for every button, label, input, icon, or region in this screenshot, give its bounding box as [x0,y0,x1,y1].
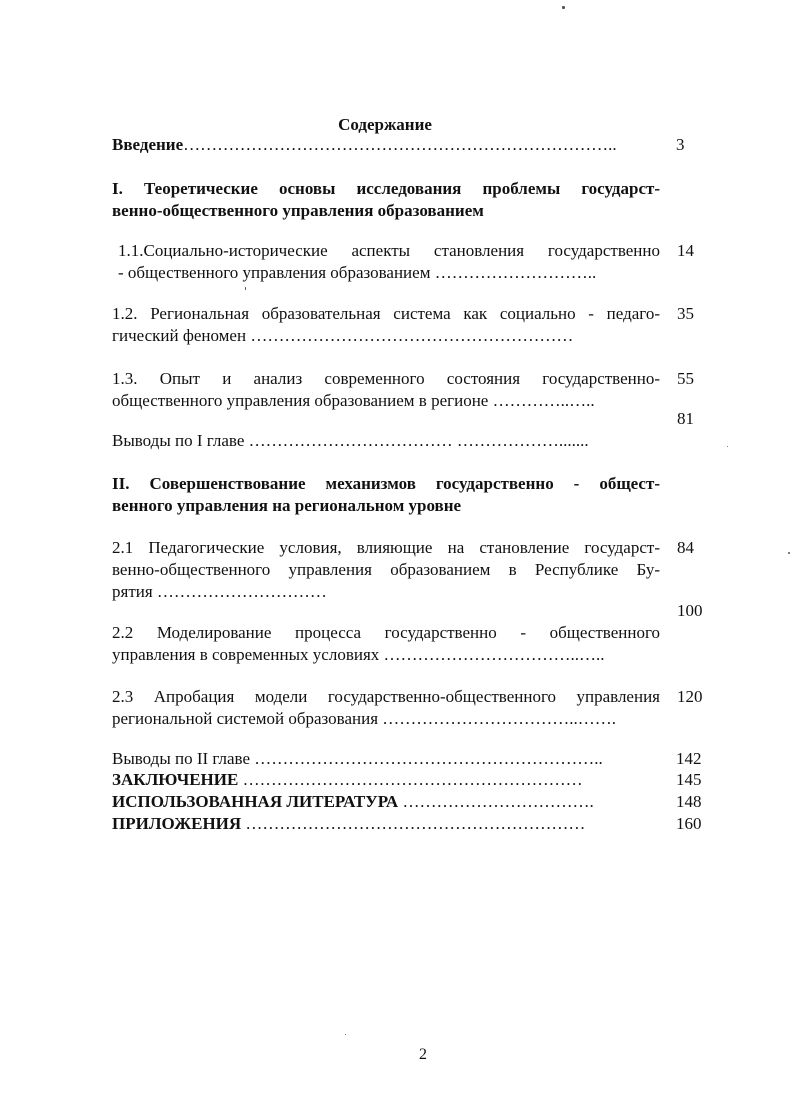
toc-literature-label: ИСПОЛЬЗОВАННАЯ ЛИТЕРАТУРА [112,792,399,811]
toc-intro-page: 3 [676,135,685,154]
scan-speck [245,287,246,290]
toc-intro-dots: ………………………………………………………………….. [183,135,617,154]
section-2-1-page: 84 [677,538,694,557]
section-2-1-line2: венно-общественного управления образованием в Республике Бу- [112,560,660,579]
section-1-1-line1: 1.1.Социально-исторические аспекты становления государственно [118,241,660,260]
toc-conclusion-entry [112,769,583,791]
toc-intro-entry [112,134,617,156]
toc-appendices-label: ПРИЛОЖЕНИЯ [112,814,242,833]
toc-appendices-page: 160 [676,814,702,833]
scan-speck [727,446,728,447]
toc-literature-page: 148 [676,792,702,811]
section-1-3-line2: общественного управления образованием в регионе …………..….. [112,391,595,410]
section-2-1-line1: 2.1 Педагогические условия, влияющие на становление государст- [112,538,660,557]
section-1-2-page: 35 [677,304,694,323]
section-2-3-line1: 2.3 Апробация модели государственно-общественного управления [112,687,660,706]
toc-title: Содержание [338,115,432,134]
toc-intro-label: Введение [112,135,184,154]
section-2-2-line2: управления в современных условиях ……………………………..….. [112,645,605,664]
chapter1-heading-line2: венно-общественного управления образованием [112,201,484,220]
chapter1-conclusion-label: Выводы по I главе ……………………………… ………………....... [112,431,589,450]
toc-appendices-dots: …………………………………………………… [241,814,586,833]
scan-speck [345,1034,346,1035]
section-1-2-line2: гический феномен ………………………………………………… [112,326,574,345]
section-2-2-page: 100 [677,601,703,620]
toc-conclusion-label: ЗАКЛЮЧЕНИЕ [112,770,239,789]
chapter1-conclusion-page: 81 [677,409,694,428]
chapter2-heading-line2: венного управления на региональном уровне [112,496,462,515]
scan-speck [788,552,790,554]
section-2-2-line1: 2.2 Моделирование процесса государственно - общественного [112,623,660,642]
toc-appendices-entry [112,813,585,835]
toc-literature-entry [112,791,594,813]
page-number: 2 [419,1046,427,1063]
section-1-1-line2: - общественного управления образованием ……………………….. [118,263,597,282]
section-1-3-page: 55 [677,369,694,388]
section-1-1-page: 14 [677,241,694,260]
toc-literature-dots: ……………………………. [398,792,594,811]
section-2-3-page: 120 [677,687,703,706]
toc-conclusion-page: 145 [676,770,702,789]
chapter2-conclusion-label: Выводы по II главе …………………………………………………….. [112,749,603,768]
section-1-2-line1: 1.2. Региональная образовательная система как социально - педаго- [112,304,660,323]
section-1-3-line1: 1.3. Опыт и анализ современного состояния государственно- [112,369,660,388]
section-2-3-line2: региональной системой образования ……………………………..……. [112,709,617,728]
toc-conclusion-dots: …………………………………………………… [238,770,583,789]
chapter2-conclusion-page: 142 [676,749,702,768]
section-2-1-line3: рятия ………………………… [112,582,327,601]
chapter1-heading-line1: I. Теоретические основы исследования проблемы государст- [112,179,660,198]
chapter2-heading-line1: II. Совершенствование механизмов государственно - общест- [112,474,660,493]
scan-speck [562,6,565,9]
